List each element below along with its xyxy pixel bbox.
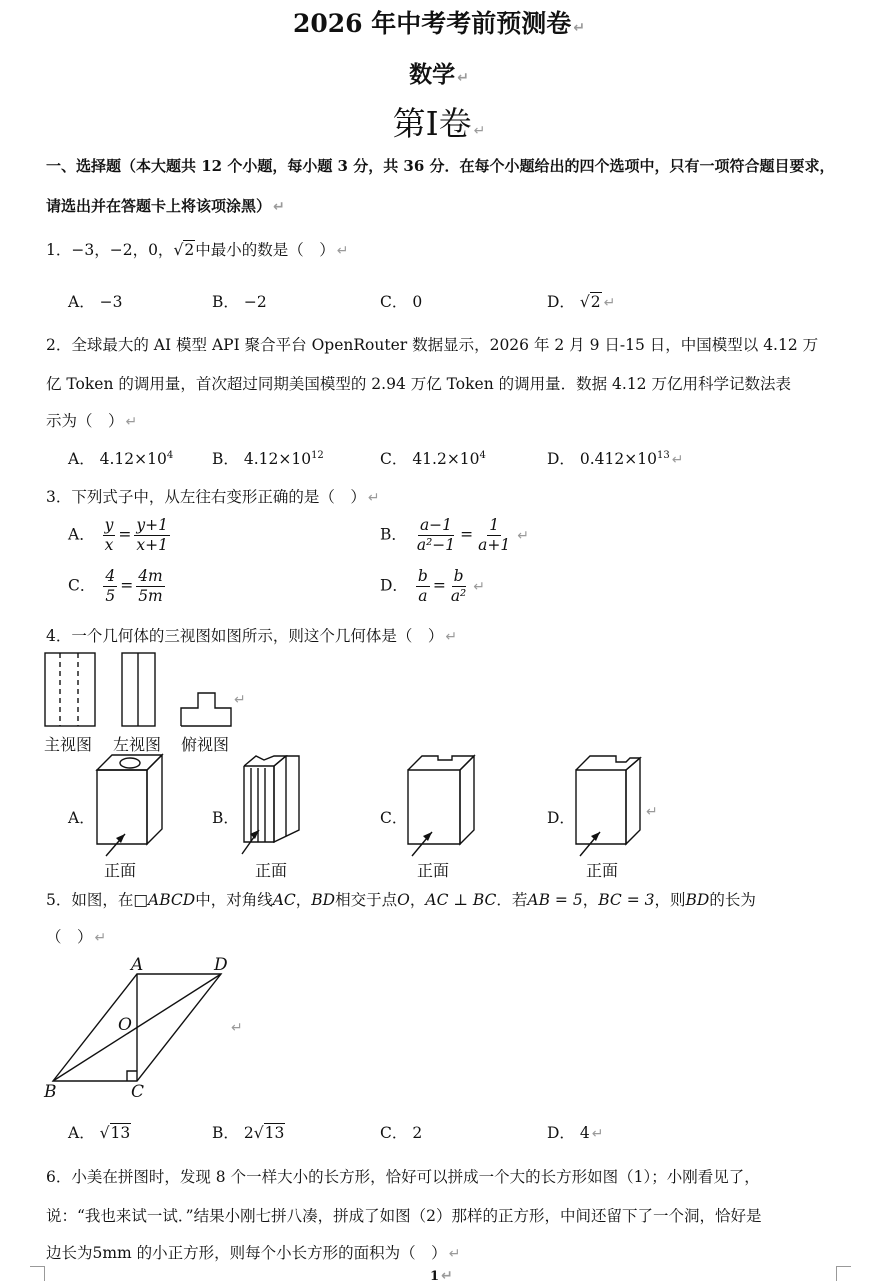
q4-option-d[interactable]: D． [547,809,575,827]
q4-option-c[interactable]: C． [380,809,408,827]
sqrt-symbol: √2 [173,241,195,259]
return-mark: ↵ [234,692,246,708]
question-2-line3: 示为（ ） ↵ [46,412,138,430]
q2-option-b[interactable]: B． $4.12\times 10^{12}$ [212,449,324,468]
q5-option-b[interactable]: B． 2√13 [212,1124,285,1142]
q3-option-c[interactable]: C． $\frac{4}{5}$ = $\frac{4m}{5m}$ [68,567,163,605]
q1-option-a[interactable]: A． −3 [68,293,123,311]
q3-option-a[interactable]: A． $\frac{y}{x}$ = $\frac{y+1}{x+1}$ [68,516,169,554]
q1-option-d[interactable]: D． √2 ↵ [547,293,616,311]
front-caption-c: 正面 [417,861,450,880]
question-6-line1: 6．小美在拼图时，发现 8 个一样大小的长方形，恰好可以拼成一个大的长方形如图（1）；小刚看见了， [46,1168,760,1186]
question-4: 4．一个几何体的三视图如图所示，则这个几何体是（ ） ↵ [46,627,458,645]
section-instructions: 一、选择题（本大题共 12 个小题，每小题 3 分，共 36 分．在每个小题给出的四个选项中，只有一项符合题目要求，请选出并在答题卡上将该项涂黑） ↵ [46,157,835,215]
q4-solid-b[interactable] [234,750,326,860]
q5-option-c[interactable]: C． 2 [380,1124,423,1142]
question-2-line1: 2．全球最大的 AI 模型 API 聚合平台 OpenRouter 数据显示，2026 年 2 月 9 日-15 日，中国模型以 4.12 万 [46,336,819,354]
question-2-line2: 亿 Token 的调用量，首次超过同期美国模型的 2.94 万亿 Token 的调用量．数据 4.12 万亿用科学记数法表 [46,375,791,393]
vertex-label-c: C [131,1082,145,1102]
view-top-caption: 俯视图 [181,735,230,754]
front-caption-d: 正面 [586,861,619,880]
view-left-caption: 左视图 [113,735,162,754]
q2-option-c[interactable]: C． $41.2\times 10^4$ [380,449,486,468]
vertex-label-o: O [118,1015,132,1035]
q4-solid-c[interactable] [402,752,482,860]
vertex-label-b: B [44,1082,57,1102]
page-corner-mark [30,1266,45,1281]
return-mark: ↵ [231,1020,243,1036]
three-views-figure [40,648,260,732]
q5-option-a[interactable]: A． √13 [68,1124,131,1142]
paper-title: 2026 年中考考前预测卷 ↵ [292,9,586,38]
question-6-line3: 边长为5mm 的小正方形，则每个小长方形的面积为（ ） ↵ [46,1244,461,1262]
q3-option-b[interactable]: B． $\frac{a-1}{\text{a²−1}}$ = $\frac{1}{a+1}$ ↵ [380,516,529,554]
question-1: 1．−3，−2，0，√2中最小的数是（ ） ↵ [46,241,349,259]
vertex-label-d: D [214,955,228,975]
volume-heading: 第I卷 ↵ [392,104,486,143]
vertex-label-a: A [131,955,144,975]
q3-option-d[interactable]: D． $\frac{b}{a}$ = $\frac{b}{\text{a²}}$ ↵ [380,567,486,605]
q4-solid-d[interactable] [570,752,650,860]
question-6-line2: 说：“我也来试一试．”结果小刚七拼八凑，拼成了如图（2）那样的正方形，中间还留下了一个洞，恰好是 [46,1207,762,1225]
paper-subject: 数学 ↵ [409,61,469,88]
q1-option-c[interactable]: C． 0 [380,293,423,311]
q2-option-a[interactable]: A． $4.12\times 10^4$ [68,449,174,468]
q4-option-a[interactable]: A． [68,809,95,827]
question-5-line1: 5．如图，在□ABCD中，对角线AC，BD相交于点O，AC ⊥ BC．若AB = 5，BC = 3，则BD的长为 [46,891,756,909]
page-number: 1 ↵ [430,1268,453,1284]
q5-option-d[interactable]: D． 4 ↵ [547,1124,604,1142]
view-front-caption: 主视图 [44,735,93,754]
q4-option-b[interactable]: B． [212,809,239,827]
q1-option-b[interactable]: B． −2 [212,293,267,311]
question-5-line2: （ ） ↵ [46,928,107,946]
front-caption-b: 正面 [255,861,288,880]
page-corner-mark [836,1266,851,1281]
return-mark: ↵ [646,804,658,820]
question-3: 3．下列式子中，从左往右变形正确的是（ ） ↵ [46,488,380,506]
q2-option-d[interactable]: D． $0.412\times 10^{13}$ ↵ [547,449,684,468]
front-caption-a: 正面 [104,861,137,880]
q4-solid-a[interactable] [92,752,182,860]
